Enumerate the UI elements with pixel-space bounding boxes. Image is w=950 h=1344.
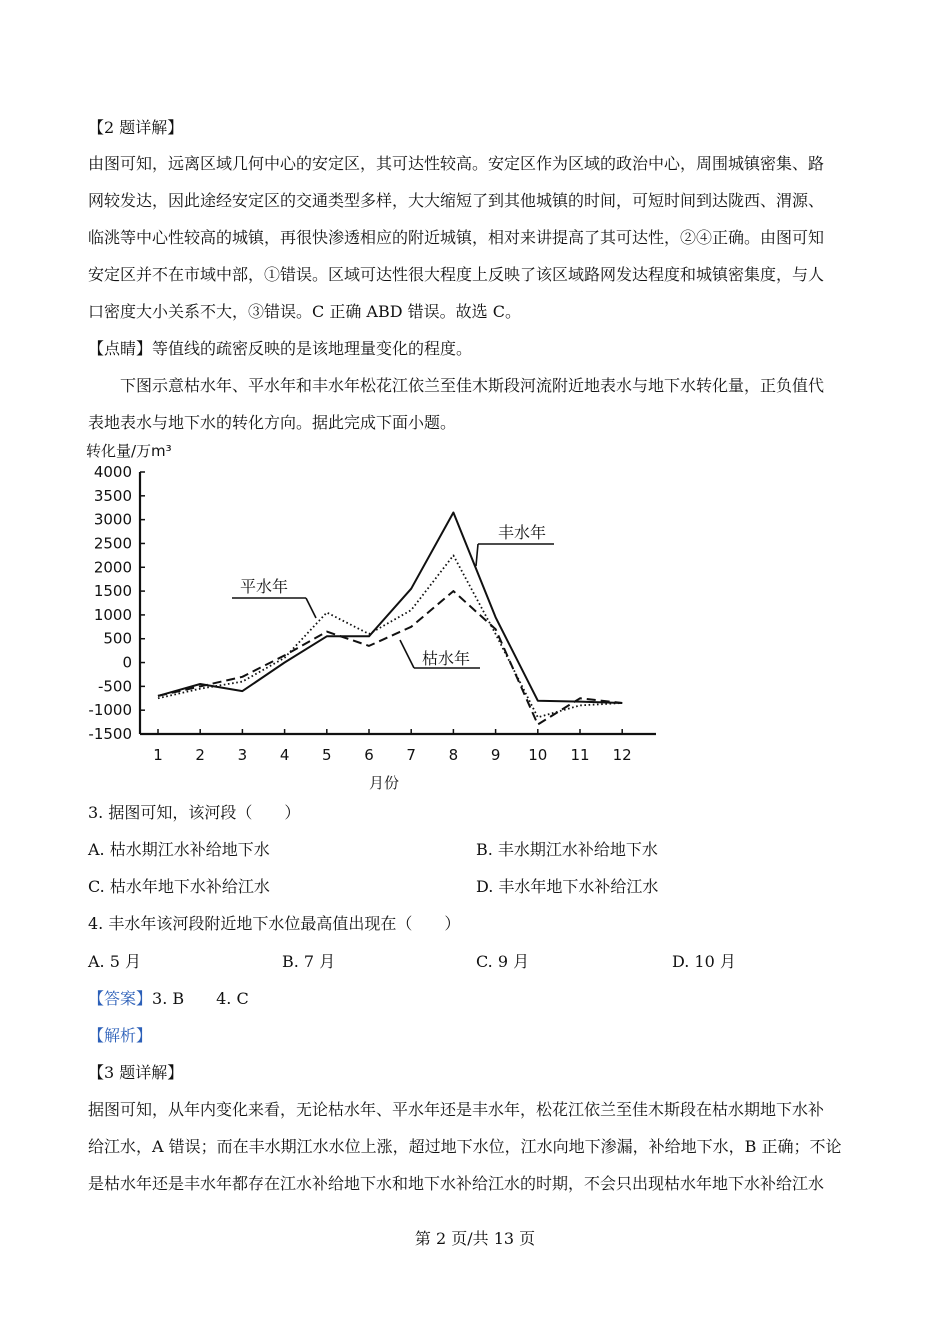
callout-leader	[400, 640, 414, 668]
x-tick-label: 7	[406, 746, 416, 764]
paragraph-line: 临洮等中心性较高的城镇，再很快渗透相应的附近城镇，相对来讲提高了其可达性，②④正确。由图可知	[88, 228, 825, 247]
intro-line: 表地表水与地下水的转化方向。据此完成下面小题。	[88, 413, 457, 432]
q3-option-d: D. 丰水年地下水补给江水	[476, 877, 659, 896]
x-axis-label: 月份	[368, 774, 400, 792]
x-tick-label: 3	[237, 746, 248, 764]
y-axis-label: 转化量/万m³	[86, 442, 172, 460]
chart-ticks	[88, 463, 631, 764]
x-tick-label: 12	[612, 746, 632, 764]
y-tick-label: -1000	[88, 701, 132, 720]
y-tick-label: 2000	[93, 558, 132, 577]
y-tick-label: -1500	[88, 725, 132, 743]
section-heading-q3: 【3 题详解】	[88, 1063, 184, 1082]
q4-option-a: A. 5 月	[88, 952, 141, 971]
x-tick-label: 6	[364, 746, 374, 764]
q4-option-c: C. 9 月	[476, 952, 530, 971]
callout-leader	[476, 544, 478, 566]
paragraph-line: 由图可知，远离区域几何中心的安定区，其可达性较高。安定区作为区域的政治中心，周围城镇密集、路	[88, 154, 825, 173]
paragraph-line: 口密度大小关系不大，③错误。C 正确 ABD 错误。故选 C。	[88, 302, 521, 321]
callout-leader	[306, 598, 316, 618]
section-heading-q2: 【2 题详解】	[88, 118, 184, 137]
x-tick-label: 5	[322, 746, 332, 764]
series-callout-label: 平水年	[240, 577, 289, 596]
tip-note: 【点睛】等值线的疏密反映的是该地理量变化的程度。	[88, 339, 473, 358]
y-tick-label: 500	[103, 629, 132, 648]
series-callout-label: 枯水年	[422, 649, 471, 668]
paragraph-line: 据图可知，从年内变化来看，无论枯水年、平水年还是丰水年，松花江依兰至佳木斯段在枯水期地下水补	[88, 1100, 825, 1119]
answer-row	[88, 987, 249, 1011]
q3-option-c: C. 枯水年地下水补给江水	[88, 877, 270, 896]
paragraph-line: 网较发达，因此途经安定区的交通类型多样，大大缩短了到其他城镇的时间，可短时间到达陇西、渭源、	[88, 191, 825, 210]
y-tick-label: 1500	[93, 582, 132, 601]
y-tick-label: 2500	[93, 534, 132, 553]
paragraph-line: 是枯水年还是丰水年都存在江水补给地下水和地下水补给江水的时期，不会只出现枯水年地下水补给江水	[88, 1174, 825, 1193]
y-tick-label: 4000	[93, 463, 132, 481]
analysis-label: 【解析】	[88, 1026, 153, 1045]
water-conversion-chart	[84, 438, 684, 798]
x-tick-label: 10	[528, 746, 548, 764]
series-line-1	[158, 513, 622, 704]
intro-line: 下图示意枯水年、平水年和丰水年松花江依兰至佳木斯段河流附近地表水与地下水转化量，正负值代	[120, 376, 825, 395]
x-tick-label: 1	[153, 746, 163, 764]
q3-option-b: B. 丰水期江水补给地下水	[476, 840, 658, 859]
question-4-stem: 4. 丰水年该河段附近地下水位最高值出现在（ ）	[88, 914, 461, 933]
answer-text: 3. B 4. C	[152, 989, 249, 1008]
y-tick-label: -500	[97, 677, 132, 696]
y-tick-label: 3000	[93, 510, 132, 529]
q3-option-a: A. 枯水期江水补给地下水	[88, 840, 270, 859]
x-tick-label: 8	[448, 746, 459, 764]
x-tick-label: 2	[195, 746, 205, 764]
paragraph-line: 安定区并不在市域中部，①错误。区域可达性很大程度上反映了该区域路网发达程度和城镇密集度，与人	[88, 265, 825, 284]
answer-label: 【答案】	[88, 989, 153, 1008]
y-tick-label: 0	[122, 653, 132, 672]
x-tick-label: 9	[490, 746, 501, 764]
paragraph-line: 给江水，A 错误；而在丰水期江水水位上涨，超过地下水位，江水向地下渗漏，补给地下水，B 正确；不论	[88, 1137, 842, 1156]
x-tick-label: 11	[570, 746, 590, 764]
y-tick-label: 3500	[93, 486, 132, 505]
series-callout-label: 丰水年	[498, 523, 547, 542]
y-tick-label: 1000	[93, 605, 132, 624]
q4-option-d: D. 10 月	[672, 952, 736, 971]
question-3-stem: 3. 据图可知，该河段（ ）	[88, 803, 301, 822]
series-line-2	[158, 555, 622, 717]
chart-legend	[232, 523, 554, 668]
page-footer: 第 2 页/共 13 页	[414, 1229, 536, 1248]
x-tick-label: 4	[279, 746, 290, 764]
q4-option-b: B. 7 月	[282, 952, 336, 971]
